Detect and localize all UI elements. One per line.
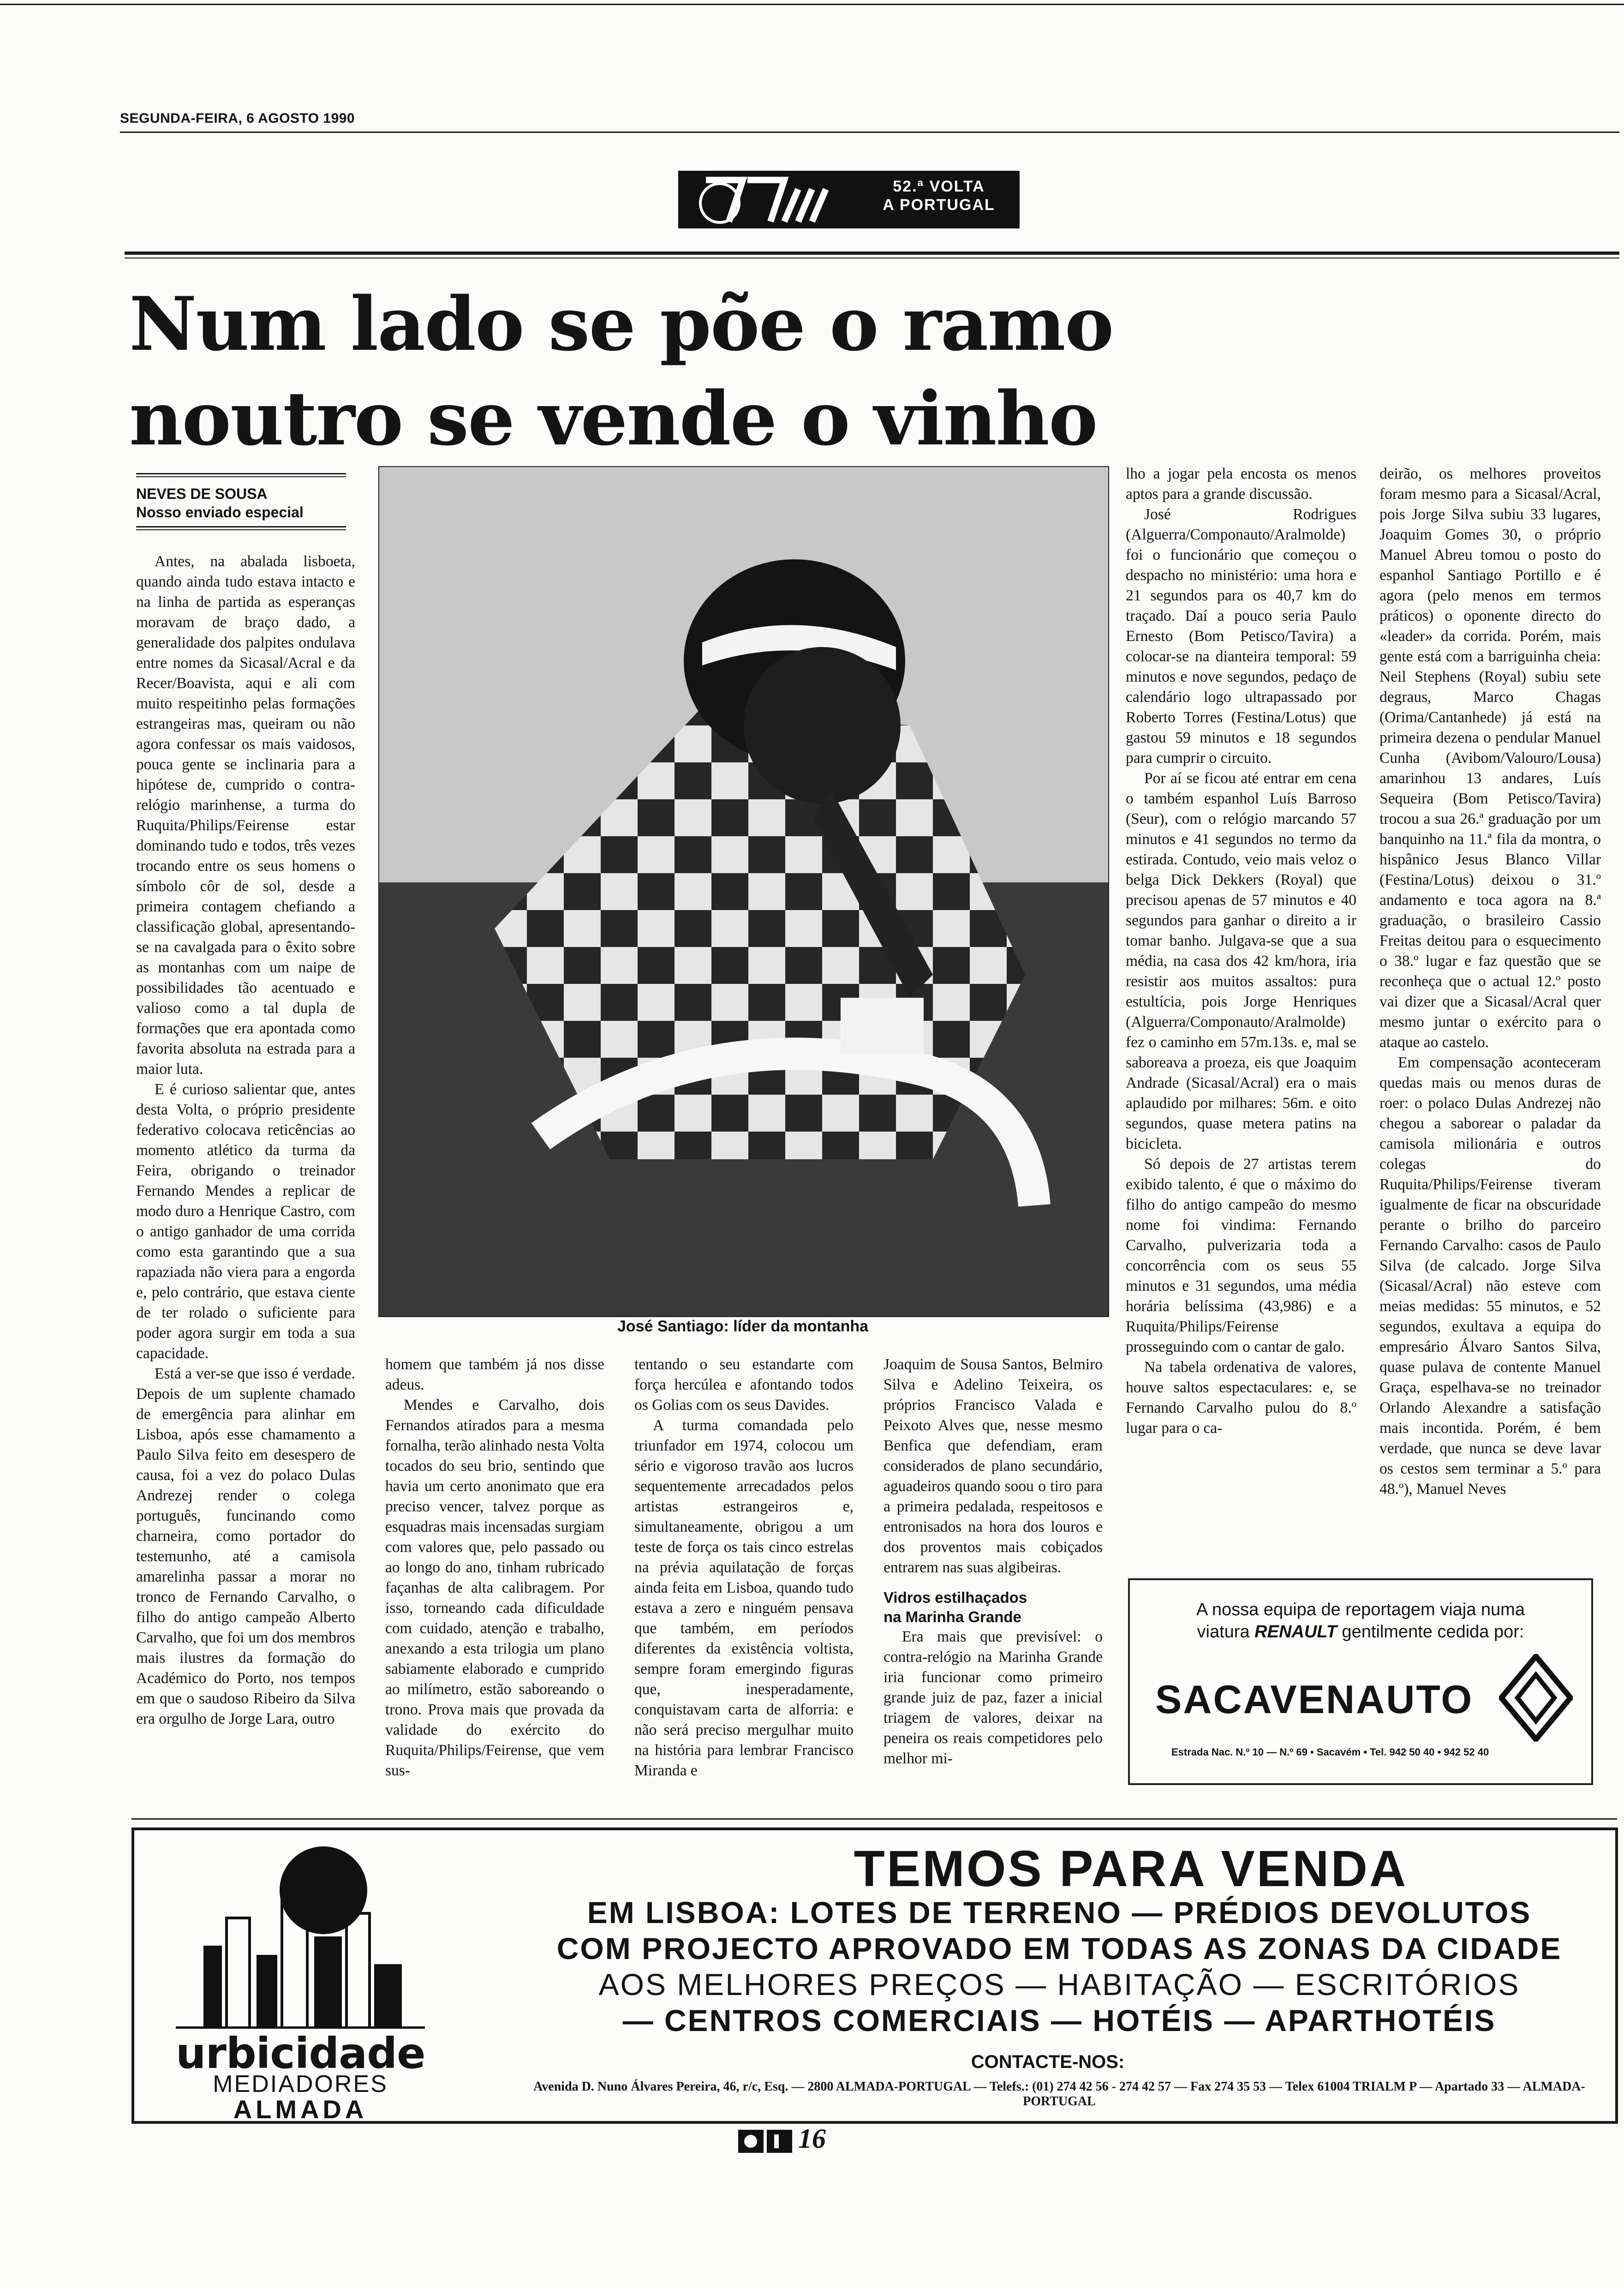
real-estate-advert [131,1828,1618,2124]
paragraph: Joaquim de Sousa Santos, Belmiro Silva e Adelino Teixeira, os próprios Francisco Valada e Peixoto Alves que, nesse mesmo Benfica que defendiam, eram considerados de plano secundário, aguadeiros quando soou o tiro para a primeira pedalada, respeitosos e entronisados na hora dos louros e dos proventos mais cobiçados entrarem nas suas algibeiras. [884,1356,1103,1576]
paragraph: Antes, na abalada lisboeta, quando ainda tudo estava intacto e na linha de partida as esperanças moravam de braço dado, a generalidade dos palpites ondulava entre nomes da Sicasal/Acral e da Recer/Boavista, aqui e ali com muito respeitinho pelas formações estrangeiras mas, queiram ou não agora confessar os mais vaidosos, pouca gente se inclinaria para a hipótese de, cumprido o contra-relógio marinhense, a turma do Ruquita/Philips/Feirense estar dominando tudo e todos, três vezes trocando entre os seus homens o símbolo côr de sol, desde a primeira contagem chefiando a classificação global, apresentando-se na cavalgada para o êxito sobre as montanhas com um naipe de possibilidades tão acentuado e valioso como a tal dupla de formações que era apontada como favorita absoluta na estrada para a maior luta. [136,553,355,1078]
headline-top-rule [125,252,1619,255]
sponsor-line-2 [1148,1621,1573,1643]
sacavenauto-brand: SACAVENAUTO [1155,1678,1474,1722]
section-title-line2: A PORTUGAL [883,196,995,214]
author-role: Nosso enviado especial [136,504,304,521]
byline [136,485,346,521]
renault-diamond-icon [1499,1654,1573,1742]
sponsor-address: Estrada Nac. N.º 10 — N.º 69 • Sacavém • Tel. 942 50 40 • 942 52 40 [1171,1746,1489,1758]
byline-rule-bottom [136,526,346,527]
paragraph: Na tabela ordenativa de valores, houve saltos espectaculares: e, se Fernando Carvalho pulou do 8.º lugar para o ca- [1126,1359,1356,1437]
paragraph: E é curioso salientar que, antes desta Volta, o próprio presidente federativo colocava reticências ao momento atlético da turma da Feira, obrigando o treinador Fernando Mendes a replicar de modo duro a Henrique Castro, com o antigo ganhador de uma corrida como esta garantindo que a sua rapaziada não viera para a engorda e, pelo contrário, que estava ciente de ter rolado o suficiente para poder agora surgir em toda a sua capacidade. [136,1081,355,1362]
sponsor-text [1148,1599,1573,1643]
paragraph: lho a jogar pela encosta os menos aptos para a grande discussão. [1126,465,1356,503]
section-title-line1: 52.ª VOLTA [893,178,985,195]
advert-line-4: — CENTROS COMERCIAIS — HOTÉIS — APARTHOTÉIS [622,2003,1496,2037]
section-logo [678,171,1020,228]
article-column-1 [136,551,355,1729]
advert-title: TEMOS PARA VENDA [854,1840,1408,1897]
newspaper-logo-icon [738,2127,794,2155]
byline-rule-top [136,473,346,474]
advert-address: Avenida D. Nuno Álvares Pereira, 46, r/c, Esq. — 2800 ALMADA-PORTUGAL — Telefs.: (01) 274 42 56 - 274 42 57 — Fax 274 35 53 — Telex 61004 TRIALM P — Apartado 33 — ALMADA-PORTUGAL [533,2079,1585,2109]
paragraph: Só depois de 27 artistas terem exibido talento, é que o máximo do filho do antigo campeão do mesmo nome foi vindima: Fernando Carvalho, pulverizaria toda a concorrência com os seus 55 minutos e 31 segundos, uma média horária belíssima (43,986) e a Ruquita/Philips/Feirense prosseguindo com o cantar de galo. [1126,1156,1356,1355]
article-column-5 [1126,464,1356,1438]
sponsor-line-2-prefix: viatura [1197,1622,1255,1642]
paragraph: Em compensação aconteceram quedas mais ou menos duras de roer: o polaco Dulas Andrezej não chegou a saborear o paladar da camisola milionária e outros colegas do Ruquita/Philips/Feirense tiveram igualmente de ficar na obscuridade perante o brilho do parceiro Fernando Carvalho: casos de Paulo Silva (de calcado. Jorge Silva (Sicasal/Acral) não esteve com meias medidas: 55 minutos, e 52 segundos, exultava a equipa do empresário Álvaro Santos Silva, quase pulava de contente Manuel Graça, espelhava-se no treinador Orlando Alexandre a satisfação mais incontida. Porém, é bem verdade, que nunca se deve lavar os cestos sem terminar a 5.º para 48.º), Manuel Neves [1379,1054,1601,1498]
article-column-6 [1379,464,1601,1499]
paragraph: Mendes e Carvalho, dois Fernandos atirados para a mesma fornalha, terão alinhado nesta Volta tocados do seu brio, sentindo que havia um certo anonimato que era preciso vencer, talvez porque as esquadras mais incensadas surgiam com valores que, pelo passado ou ao longo do ano, tinham rubricado façanhas de alta calibragem. Por isso, torneando cada dificuldade com cuidado, atenção e trabalho, anexando a esta trilogia um plano sabiamente elaborado e cumprido ao milímetro, estão saboreando o trono. Prova mais que provada da validade do exército do Ruquita/Philips/Feirense, que vem sus- [385,1396,604,1779]
article-column-2 [385,1354,604,1781]
article-column-3 [634,1354,854,1781]
headline-line-1: Num lado se põe o ramo [129,281,1113,367]
article-column-4 [884,1354,1103,1769]
cyclist-photo [378,466,1109,1317]
renault-brand-text: RENAULT [1254,1622,1337,1642]
headline-line-2: noutro se vende o vinho [129,375,1097,462]
sponsor-line-1: A nossa equipa de reportagem viaja numa [1196,1600,1525,1619]
company-subtitle: MEDIADORES [213,2071,388,2097]
advert-line-2: COM PROJECTO APROVADO EM TODAS AS ZONAS DA CIDADE [556,1931,1562,1965]
advert-line-3: AOS MELHORES PREÇOS — HABITAÇÃO — ESCRITÓRIOS [598,1967,1520,2001]
paragraph: tentando o seu estandarte com força hercúlea e afontando todos os Golias com os seus Davides. [634,1356,854,1414]
headline [129,277,1236,466]
company-city: ALMADA [233,2095,368,2124]
sponsor-line-2-suffix: gentilmente cedida por: [1337,1622,1524,1642]
advert-line-1: EM LISBOA: LOTES DE TERRENO — PRÉDIOS DEVOLUTOS [587,1895,1532,1929]
dateline-rule [120,132,1619,133]
subheading [884,1588,1103,1627]
page-number: 16 [798,2123,826,2154]
subheading-line-2: na Marinha Grande [884,1608,1021,1625]
subheading-line-1: Vidros estilhaçados [884,1589,1027,1606]
city-skyline-icon [176,1844,425,2029]
photo-caption: José Santiago: líder da montanha [617,1318,869,1335]
paragraph: homem que também já nos disse adeus. [385,1356,604,1393]
cyclist-photo-illustration [379,467,1108,1316]
paragraph: Está a ver-se que isso é verdade. Depois de um suplente chamado de emergência para alinhar em Lisboa, após esse chamamento a Paulo Silva feito em desespero de causa, foi a vez do polaco Dulas Andrezej render o colega português, funcinando como charneira, como portador do testemunho, até a camisola amarelinha passar a morar no tronco de Fernando Carvalho, o filho do antigo campeão Alberto Carvalho, que foi um dos membros mais ilustres da formação do Académico do Porto, nos tempos em que o saudoso Ribeiro da Silva era orgulho de Jorge Lara, outro [136,1365,355,1727]
dateline: SEGUNDA-FEIRA, 6 AGOSTO 1990 [120,111,355,126]
paragraph: A turma comandada pelo triunfador em 1974, colocou um sério e vigoroso travão aos lucros sequentemente arrecadados pelos artistas estrangeiros e, simultaneamente, obrigou a um teste de força os tais cinco estrelas na prévia aquilatação de forças ainda feita em Lisboa, quando tudo estava a zero e ninguém pensava que também, em períodos diferentes da existência voltista, sempre foram emergindo figuras que, inesperadamente, conquistavam carta de alforria: e não será preciso mergulhar muito na história para lembrar Francisco Miranda e [634,1417,854,1779]
author-name: NEVES DE SOUSA [136,485,268,502]
advert-contact-label: CONTACTE-NOS: [971,2052,1125,2072]
paragraph: deirão, os melhores proveitos foram mesmo para a Sicasal/Acral, pois Jorge Silva subiu 33 lugares, Joaquim Gomes 30, o próprio Manuel Abreu tomou o posto do espanhol Santiago Portillo e é agora (pelo menos em termos práticos) o oponente directo do «leader» da corrida. Porém, mais gente está com a barriguinha cheia: Neil Stephens (Royal) subiu sete degraus, Marco Chagas (Orima/Cantanhede) já está na primeira dezena o pendular Manuel Cunha (Avibom/Valouro/Lousa) amarinhou 13 andares, Luís Sequeira (Bom Petisco/Tavira) trocou a sua 26.ª graduação por um banquinho na 11.ª fila da montra, o hispânico Jesus Blanco Villar (Festina/Lotus) deixou o 31.º andamento e toca agora na 8.ª graduação, o brasileiro Cassio Freitas deitou para o esquecimento o 38.º lugar e faz questão que se reconheça que o actual 12.º posto vai dizer que a Sicasal/Acral quer mesmo juntar o exército para o ataque ao castelo. [1379,465,1601,1051]
sponsor-box [1128,1578,1593,1785]
paragraph: Era mais que previsível: o contra-relógio na Marinha Grande iria funcionar como primeiro grande juiz de paz, fazer a inicial triagem de valores, deixar na peneira os reais competidores pelo melhor mi- [884,1628,1103,1767]
paragraph: José Rodrigues (Alguerra/Componauto/Aralmolde) foi o funcionário que começou o despacho no ministério: uma hora e 21 segundos para os 40,7 km do traçado. Daí a pouco seria Paulo Ernesto (Bom Petisco/Tavira) a colocar-se na dianteira temporal: 59 minutos e nove segundos, pedaço de calendário logo ultrapassado por Roberto Torres (Festina/Lotus) que gastou 59 minutos e 18 segundos para cumprir o circuito. [1126,506,1356,767]
byline-rule-bottom-2 [136,529,346,530]
advert-top-rule [131,1818,1617,1820]
cyclist-logo-icon [678,171,881,228]
company-logo-name: urbicidade [176,2029,425,2078]
byline-rule-top-2 [136,476,346,477]
top-rule [0,4,1624,5]
paragraph: Por aí se ficou até entrar em cena o também espanhol Luís Barroso (Seur), com o relógio marcando 57 minutos e 41 segundos no termo da estirada. Contudo, veio mais veloz o belga Dick Dekkers (Royal) que precisou apenas de 57 minutos e 40 segundos para ganhar o direito a ir tomar banho. Julgava-se que a sua média, na casa dos 42 km/hora, iria resistir aos muitos assaltos: pura estultícia, pois Jorge Henriques (Alguerra/Componauto/Aralmolde) fez o caminho em 57m.13s. e, mal se saboreava a proeza, eis que Joaquim Andrade (Sicasal/Acral) era o mais aplaudido por milhares: 56m. e oito segundos, quase metera patins na bicicleta. [1126,770,1356,1152]
